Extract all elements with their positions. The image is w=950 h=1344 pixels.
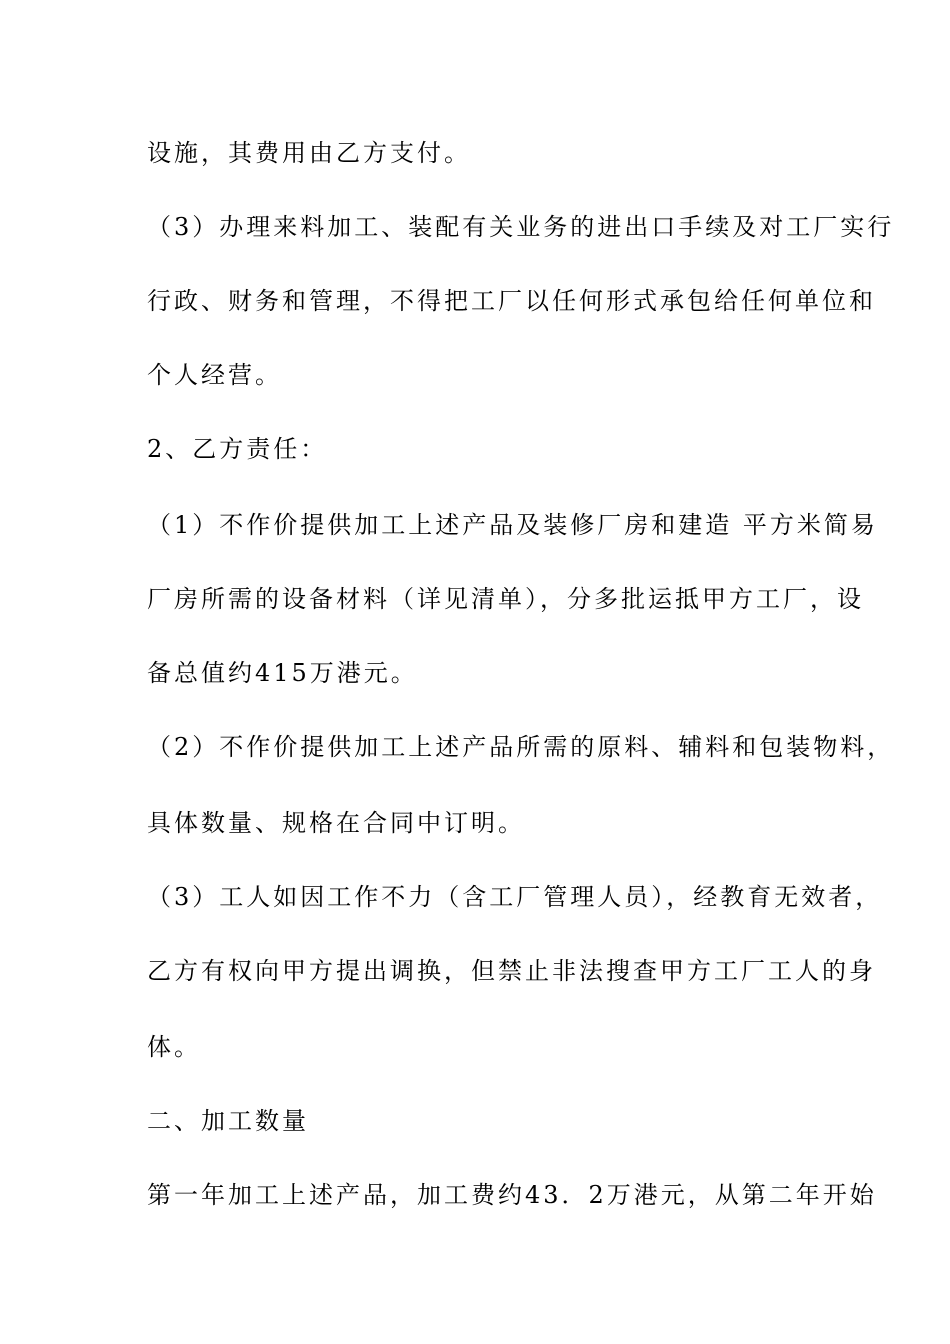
text-line: （2）不作价提供加工上述产品所需的原料、辅料和包装物料， <box>147 733 895 761</box>
section-heading: 2、乙方责任： <box>147 435 328 463</box>
section-heading: 二、加工数量 <box>147 1107 309 1135</box>
text-line: （1）不作价提供加工上述产品及装修厂房和建造 平方米简易 <box>147 511 878 539</box>
text-line: 乙方有权向甲方提出调换，但禁止非法搜查甲方工厂工人的身 <box>147 957 876 985</box>
text-line: 设施，其费用由乙方支付。 <box>147 139 471 167</box>
text-line: 备总值约415万港元。 <box>147 659 418 687</box>
text-line: 体。 <box>147 1033 201 1061</box>
text-line: 具体数量、规格在合同中订明。 <box>147 809 525 837</box>
text-line: （3）工人如因工作不力（含工厂管理人员），经教育无效者， <box>147 883 883 911</box>
text-line: （3）办理来料加工、装配有关业务的进出口手续及对工厂实行 <box>147 213 895 241</box>
text-line: 行政、财务和管理，不得把工厂以任何形式承包给任何单位和 <box>147 287 876 315</box>
text-line: 厂房所需的设备材料（详见清单），分多批运抵甲方工厂，设 <box>147 585 864 613</box>
text-line: 第一年加工上述产品，加工费约43．2万港元，从第二年开始 <box>147 1181 877 1209</box>
text-line: 个人经营。 <box>147 361 282 389</box>
